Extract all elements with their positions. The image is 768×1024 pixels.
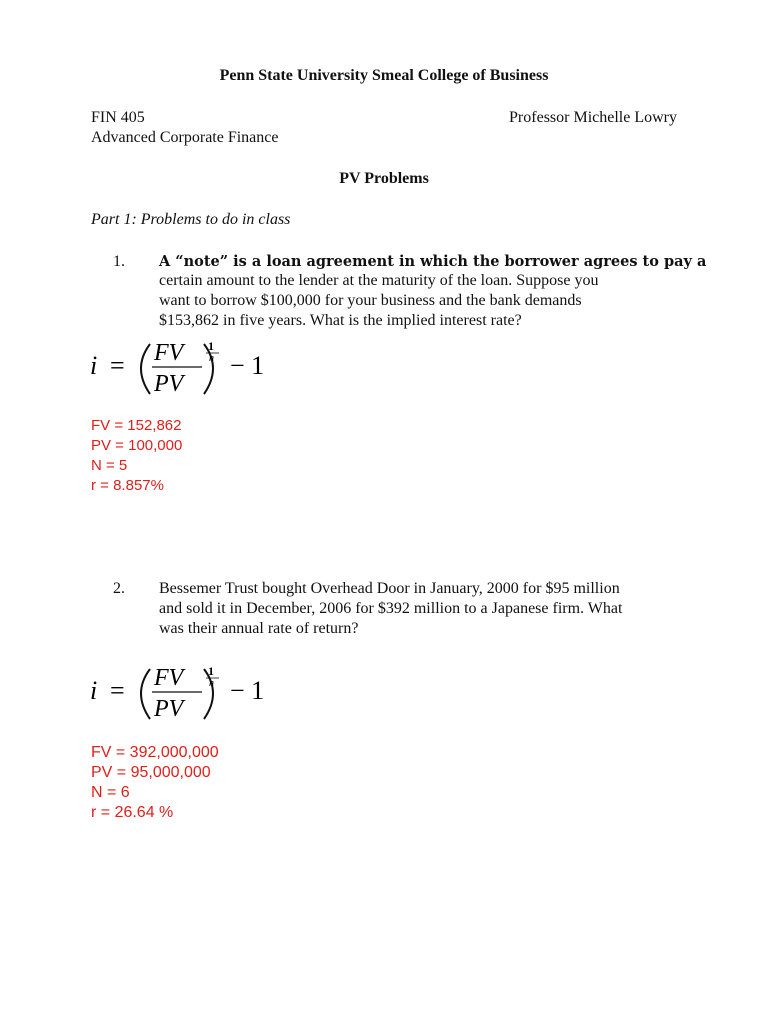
formula-equals: = [110, 676, 125, 705]
answer-line: FV = 392,000,000 [91, 744, 219, 761]
answer-line: PV = 100,000 [91, 437, 183, 454]
document-title: Penn State University Smeal College of Business [219, 67, 549, 84]
formula-exponent-numerator: 1 [208, 664, 214, 678]
answer-line: N = 5 [91, 457, 128, 474]
formula-left-paren [141, 344, 150, 394]
problem-1-line: $153,862 in five years. What is the implied interest rate? [159, 312, 522, 329]
answer-line: r = 8.857% [91, 477, 164, 494]
part-label: Part 1: Problems to do in class [91, 211, 291, 228]
formula-numerator: FV [154, 665, 184, 691]
formula-equals: = [110, 351, 125, 380]
formula-exponent-denominator: n [209, 678, 214, 689]
problem-1-line: A “note” is a loan agreement in which the borrower agrees to pay a [159, 253, 707, 270]
section-heading: PV Problems [339, 170, 429, 187]
formula-lhs: i [90, 351, 98, 380]
problem-1-number: 1. [113, 253, 125, 270]
interest-rate-formula [88, 336, 288, 400]
formula-lhs: i [90, 676, 98, 705]
professor-name: Professor Michelle Lowry [509, 109, 677, 126]
problem-2-line: Bessemer Trust bought Overhead Door in January, 2000 for $95 million [159, 580, 620, 597]
problem-1-line: want to borrow $100,000 for your business and the bank demands [159, 292, 582, 309]
problem-2-line: was their annual rate of return? [159, 620, 359, 637]
formula-numerator: FV [154, 340, 184, 366]
answer-line: FV = 152,862 [91, 417, 182, 434]
formula-denominator: PV [154, 696, 184, 722]
answer-line: r = 26.64 % [91, 804, 174, 821]
course-code: FIN 405 [91, 109, 145, 126]
problem-2-number: 2. [113, 580, 125, 597]
formula-exponent-numerator: 1 [208, 339, 214, 353]
formula-minus-one: − 1 [230, 351, 265, 380]
answer-line: N = 6 [91, 784, 130, 801]
answer-line: PV = 95,000,000 [91, 764, 211, 781]
formula-left-paren [141, 669, 150, 719]
interest-rate-formula [88, 661, 288, 725]
formula-minus-one: − 1 [230, 676, 265, 705]
formula-denominator: PV [154, 371, 184, 397]
formula-exponent-denominator: n [209, 353, 214, 364]
problem-2-line: and sold it in December, 2006 for $392 million to a Japanese firm. What [159, 600, 623, 617]
course-name: Advanced Corporate Finance [91, 129, 279, 146]
problem-1-line: certain amount to the lender at the maturity of the loan. Suppose you [159, 272, 599, 289]
